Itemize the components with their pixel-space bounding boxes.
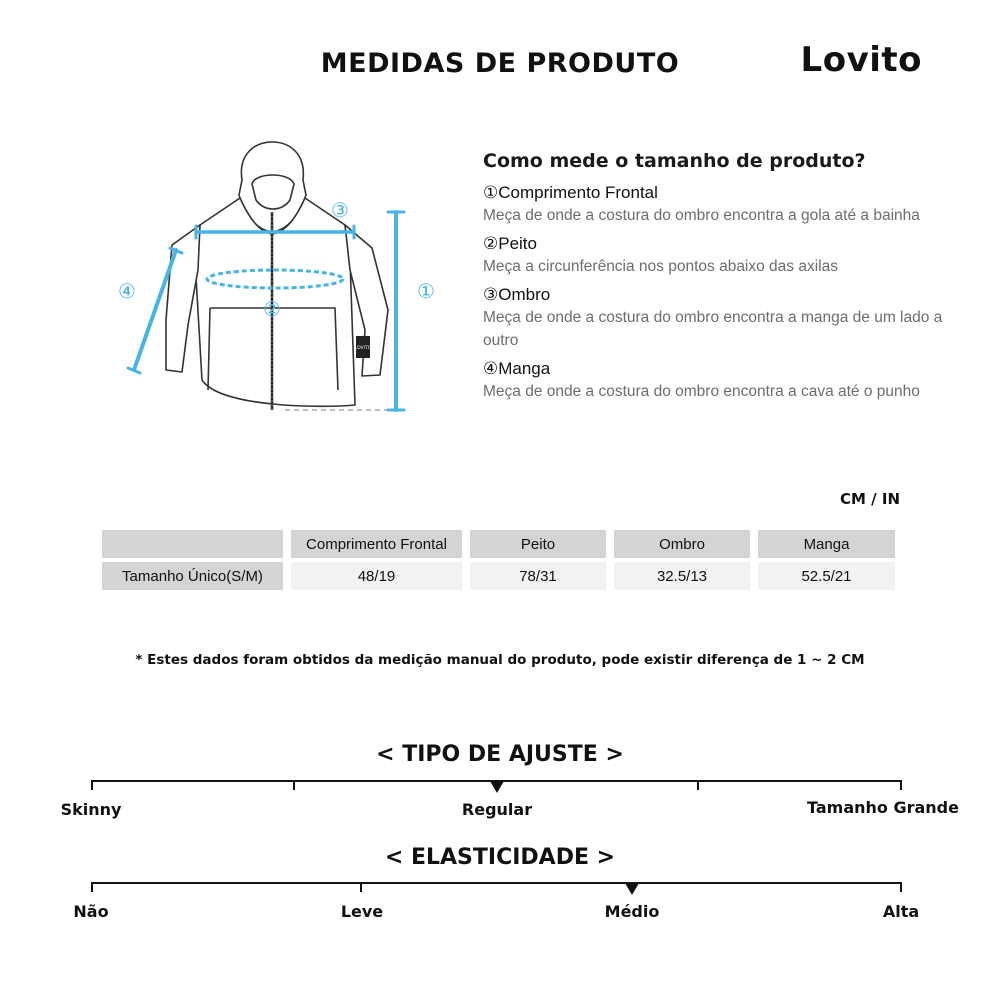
- fit-label-regular: Regular: [461, 800, 533, 819]
- fit-label-skinny: Skinny: [60, 800, 122, 819]
- elasticity-label-high: Alta: [882, 902, 920, 921]
- elasticity-marker: [625, 883, 639, 895]
- elasticity-label-none: Não: [73, 902, 109, 921]
- table-row-size: Tamanho Único(S/M): [102, 562, 283, 590]
- table-cell-front-length: 48/19: [291, 562, 462, 590]
- measure-question: Como mede o tamanho de produto?: [483, 150, 866, 172]
- measure-description: Meça de onde a costura do ombro encontra a cava até o punho: [483, 383, 920, 400]
- label-sleeve: ④: [118, 279, 136, 303]
- fit-label-oversize: Tamanho Grande: [807, 798, 959, 817]
- table-cell-shoulder: 32.5/13: [614, 562, 750, 590]
- fit-tick: [697, 780, 699, 790]
- table-header-front-length: Comprimento Frontal: [291, 530, 462, 558]
- fit-tick: [293, 780, 295, 790]
- measure-heading: ②Peito: [483, 234, 537, 253]
- measurement-note: * Estes dados foram obtidos da medição manual do produto, pode existir diferença de 1 ~ 2 CM: [135, 652, 865, 668]
- measure-item-chest: [483, 233, 953, 278]
- table-header-chest: Peito: [470, 530, 606, 558]
- brand-logo: Lovito: [800, 40, 922, 80]
- measure-description: Meça a circunferência nos pontos abaixo das axilas: [483, 258, 838, 275]
- elasticity-tick: [360, 882, 362, 892]
- hoodie-diagram: [110, 140, 450, 430]
- table-header-corner: [102, 530, 283, 558]
- elasticity-label-medium: Médio: [604, 902, 660, 921]
- fit-tick: [91, 780, 93, 790]
- label-chest: ②: [263, 297, 281, 321]
- unit-label: CM / IN: [840, 490, 900, 508]
- measure-heading: ④Manga: [483, 359, 551, 378]
- elasticity-scale-line: [91, 882, 902, 884]
- fit-tick: [900, 780, 902, 790]
- label-front-length: ①: [417, 279, 435, 303]
- elasticity-scale-title: < ELASTICIDADE >: [384, 845, 616, 870]
- measure-item-sleeve: [483, 358, 953, 403]
- fit-scale-title: < TIPO DE AJUSTE >: [376, 742, 624, 767]
- table-header-shoulder: Ombro: [614, 530, 750, 558]
- elasticity-tick: [900, 882, 902, 892]
- table-header-sleeve: Manga: [758, 530, 895, 558]
- measure-heading: ③Ombro: [483, 285, 551, 304]
- measure-guide: [483, 150, 953, 409]
- fit-marker: [490, 781, 504, 793]
- measure-heading: ①Comprimento Frontal: [483, 183, 658, 202]
- elasticity-label-light: Leve: [340, 902, 384, 921]
- measure-description: Meça de onde a costura do ombro encontra a manga de um lado a outro: [483, 309, 943, 349]
- page-title: MEDIDAS DE PRODUTO: [320, 48, 680, 79]
- garment-tag-text: LOVITO: [354, 346, 372, 351]
- measure-item-front-length: [483, 182, 953, 227]
- table-cell-chest: 78/31: [470, 562, 606, 590]
- measure-description: Meça de onde a costura do ombro encontra a gola até a bainha: [483, 207, 920, 224]
- label-shoulder: ③: [331, 198, 349, 222]
- measure-item-shoulder: [483, 284, 953, 352]
- elasticity-tick: [91, 882, 93, 892]
- table-cell-sleeve: 52.5/21: [758, 562, 895, 590]
